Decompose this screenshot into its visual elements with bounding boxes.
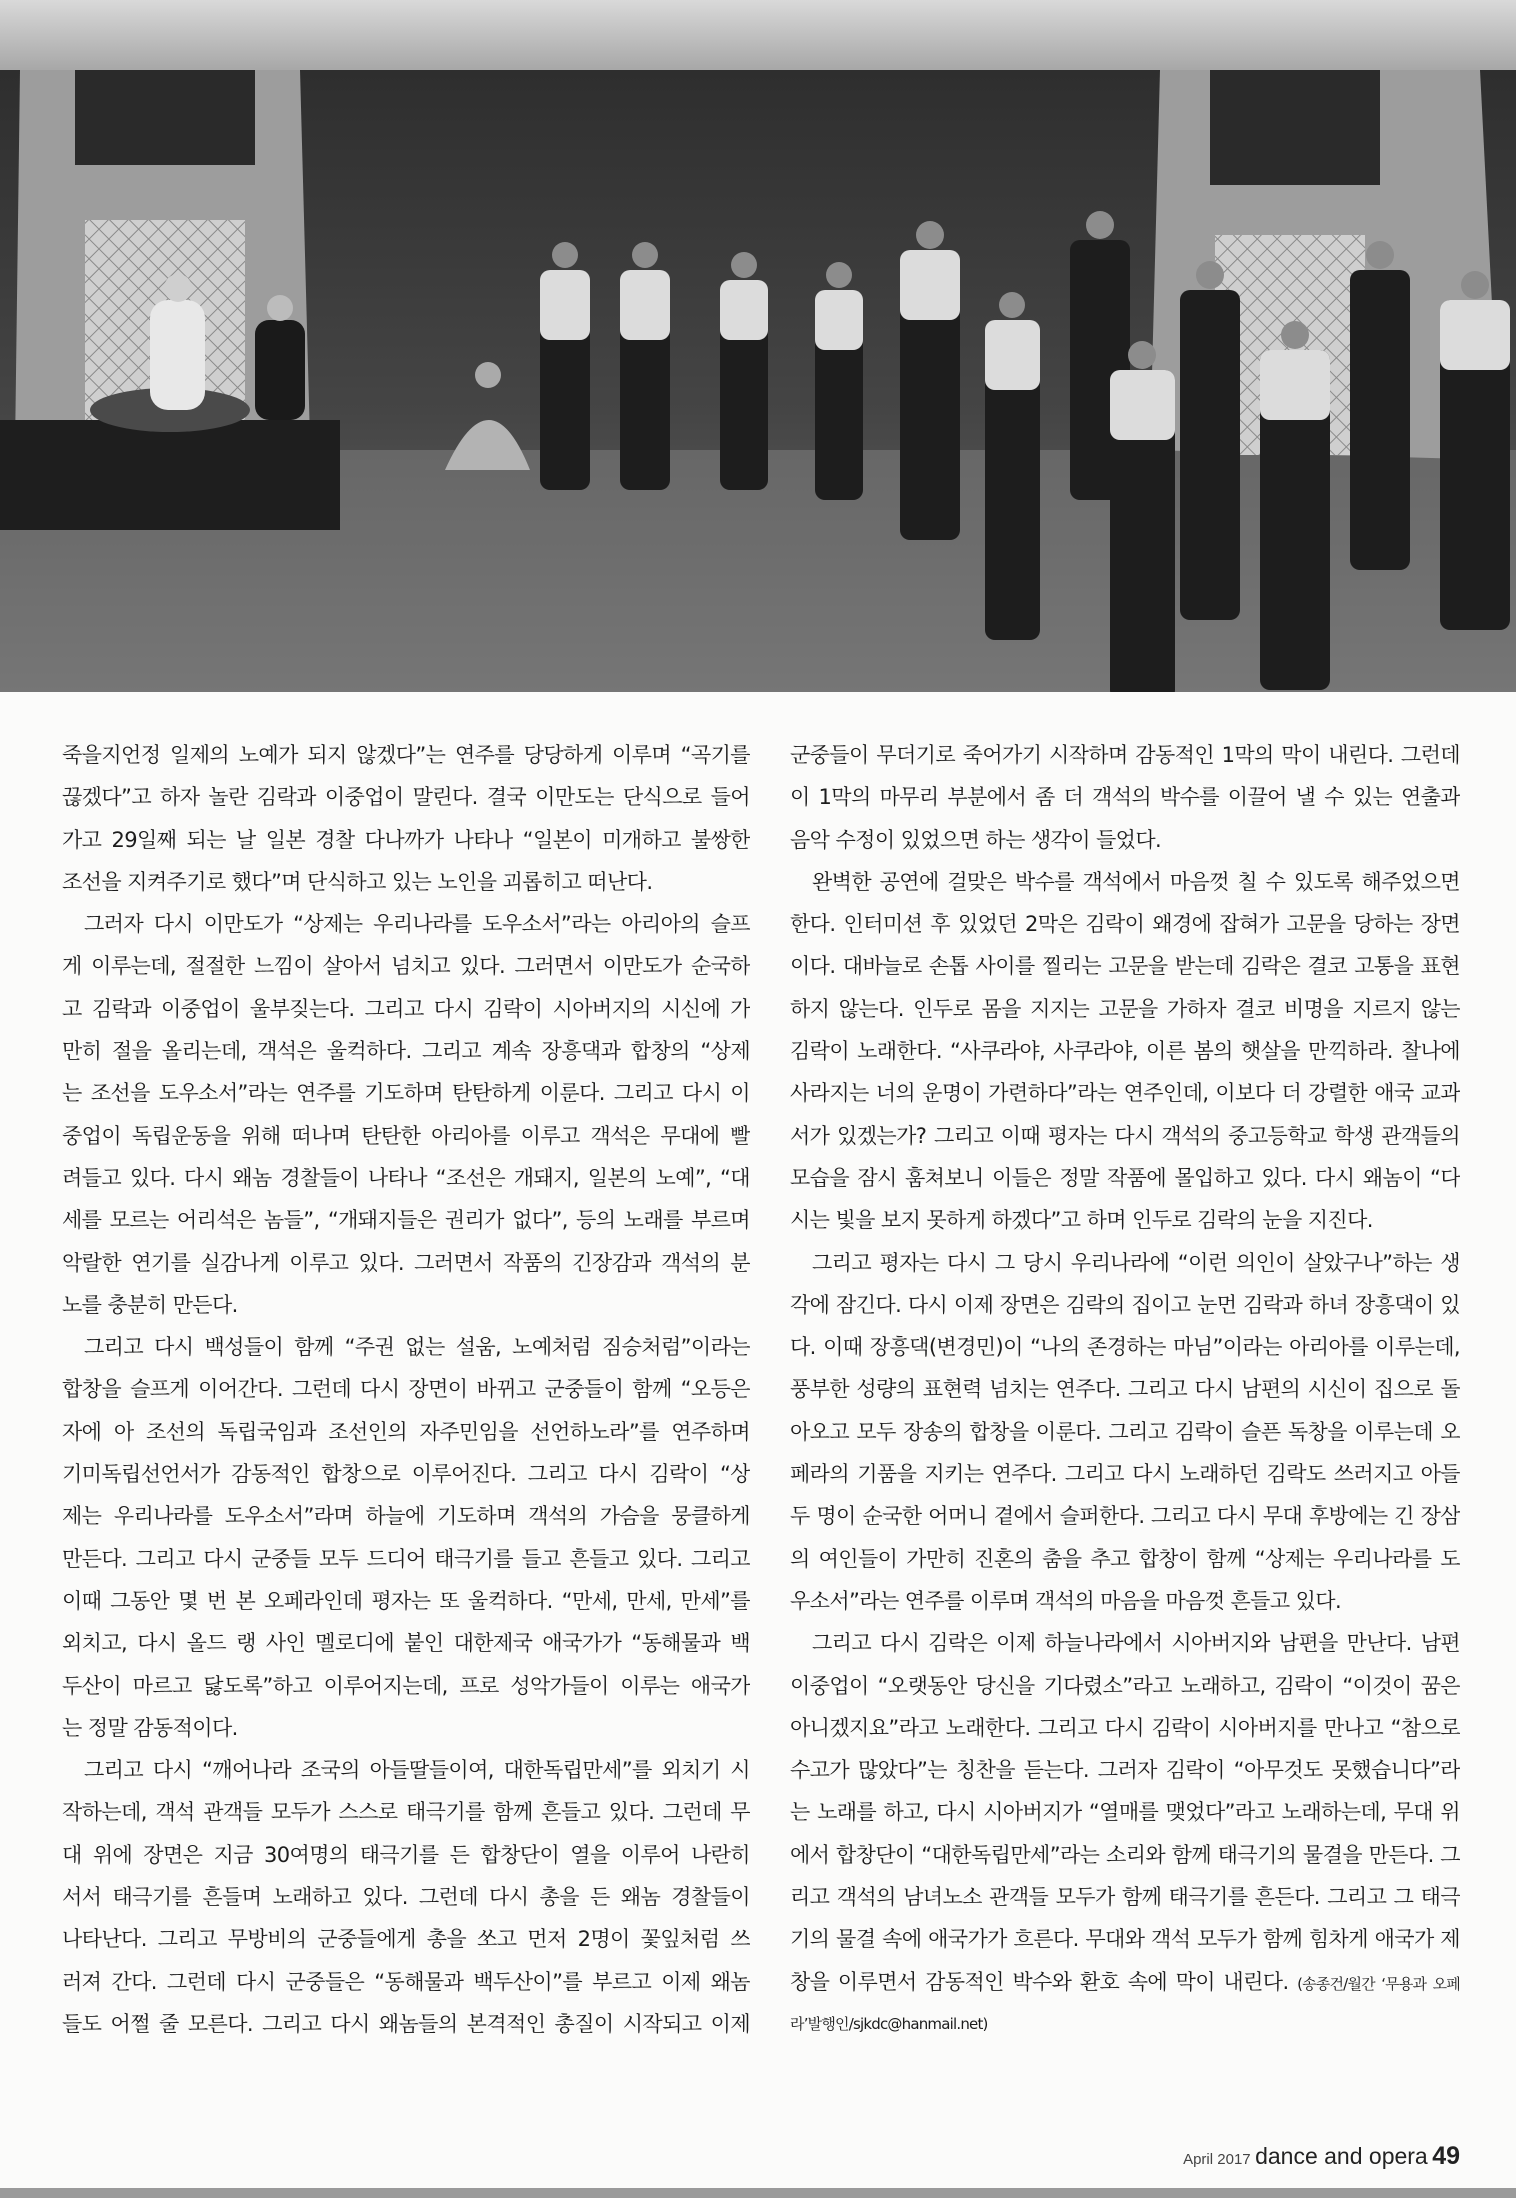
text-line-content: 합창을 슬프게 이어간다. 그런데 다시 장면이 바뀌고 군중들이 함께 “오등은: [62, 1377, 750, 1402]
text-line: [62, 1242, 750, 1284]
text-line-content: 창을 이루면서 감동적인 박수와 환호 속에 막이 내린다.: [790, 1969, 1289, 1994]
page-bottom-rule: [0, 2188, 1516, 2198]
text-line: [790, 1453, 1460, 1495]
text-line: [62, 1072, 750, 1114]
text-line-content: 김락이 노래한다. “사쿠라야, 사쿠라야, 이른 봄의 햇살을 만끽하라. 찰나에: [790, 1039, 1460, 1064]
text-line: [790, 1072, 1460, 1114]
text-line-content: 기미독립선언서가 감동적인 합창으로 이루어진다. 그리고 다시 김락이 “상: [62, 1462, 750, 1487]
paragraph: [790, 1242, 1460, 1623]
text-line: [790, 1580, 1460, 1622]
text-line: [62, 1749, 750, 1791]
text-line-content: 군중들이 무더기로 죽어가기 시작하며 감동적인 1막의 막이 내린다. 그런데: [790, 743, 1460, 767]
text-line-content: 작하는데, 객석 관객들 모두가 스스로 태극기를 함께 흔들고 있다. 그런데 무: [62, 1800, 750, 1825]
text-line-content: 게 이루는데, 절절한 느낌이 살아서 넘치고 있다. 그러면서 이만도가 순국하: [62, 954, 750, 979]
page-top-band: [0, 0, 1516, 72]
page-number: 49: [1432, 2142, 1460, 2170]
text-line: [790, 1368, 1460, 1410]
text-line-content: 그러자 다시 이만도가 “상제는 우리나라를 도우소서”라는 아리아의 슬프: [84, 912, 750, 937]
text-line: [62, 1876, 750, 1918]
issue-date: April 2017: [1183, 2151, 1251, 2168]
text-line: [790, 1326, 1460, 1368]
text-line-content: 모습을 잠시 훔쳐보니 이들은 정말 작품에 몰입하고 있다. 다시 왜놈이 “다: [790, 1165, 1460, 1190]
text-line: [790, 1622, 1460, 1664]
text-line: [790, 1665, 1460, 1707]
text-line: [790, 945, 1460, 987]
text-line: [62, 861, 750, 903]
paragraph: [62, 903, 750, 1326]
text-line-content: 두산이 마르고 닳도록”하고 이루어지는데, 프로 성악가들이 이루는 애국가: [62, 1673, 750, 1698]
text-line-content: 나타난다. 그리고 무방비의 군중들에게 총을 쏘고 먼저 2명이 꽃잎처럼 쓰: [62, 1927, 750, 1952]
text-line-content: 완벽한 공연에 걸맞은 박수를 객석에서 마음껏 칠 수 있도록 해주었으면: [812, 869, 1460, 894]
text-line: [790, 819, 1460, 861]
text-line-content: 리고 객석의 남녀노소 관객들 모두가 함께 태극기를 흔든다. 그리고 그 태극: [790, 1885, 1460, 1910]
text-line-content: 만든다. 그리고 다시 군중들 모두 드디어 태극기를 들고 흔들고 있다. 그리고: [62, 1546, 750, 1571]
paragraph: [790, 734, 1460, 861]
article-left-column: [62, 734, 750, 2045]
opera-stage-photo: [0, 70, 1516, 692]
text-line-content: 려들고 있다. 다시 왜놈 경찰들이 나타나 “조선은 개돼지, 일본의 노예”, “대: [62, 1165, 750, 1190]
text-line: [62, 1284, 750, 1326]
author-credit: (송종건/월간 ‘무용과 오페: [1297, 1974, 1460, 1993]
text-line-content: 의 여인들이 가만히 진혼의 춤을 추고 합창이 함께 “상제는 우리나라를 도: [790, 1546, 1460, 1571]
text-line-content: 그리고 다시 백성들이 함께 “주권 없는 설움, 노예처럼 짐승처럼”이라는: [84, 1335, 750, 1360]
text-line: [62, 1707, 750, 1749]
text-line-content: 는 노래를 하고, 다시 시아버지가 “열매를 맺었다”라고 노래하는데, 무대 위: [790, 1800, 1460, 1825]
text-line: [62, 734, 750, 776]
text-line-content: 다. 이때 장흥댁(변경민)이 “나의 존경하는 마님”이라는 아리아를 이루는데,: [790, 1335, 1460, 1360]
text-line-content: 조선을 지켜주기로 했다”며 단식하고 있는 노인을 괴롭히고 떠난다.: [62, 869, 653, 894]
text-line: [62, 903, 750, 945]
paragraph: [62, 734, 750, 903]
text-line-content: 서서 태극기를 흔들며 노래하고 있다. 그런데 다시 총을 든 왜놈 경찰들이: [62, 1885, 750, 1910]
text-line: [790, 1284, 1460, 1326]
text-line: [790, 1918, 1460, 1960]
text-line: [62, 1115, 750, 1157]
text-line: [790, 1495, 1460, 1537]
text-line-content: 러져 간다. 그런데 다시 군중들은 “동해물과 백두산이”를 부르고 이제 왜놈: [62, 1969, 750, 1994]
text-line-content: 만히 절을 올리는데, 객석은 울컥하다. 그리고 계속 장흥댁과 합창의 “상제: [62, 1039, 750, 1064]
page-footer: [1183, 2142, 1460, 2171]
text-line: [62, 1665, 750, 1707]
text-line: [790, 1411, 1460, 1453]
text-line: [62, 1368, 750, 1410]
text-line-content: 이때 그동안 몇 번 본 오페라인데 평자는 또 울컥하다. “만세, 만세, 만세”를: [62, 1588, 750, 1613]
text-line-content: 사라지는 너의 운명이 가련하다”라는 연주인데, 이보다 더 강렬한 애국 교과: [790, 1081, 1460, 1106]
text-line: [790, 1834, 1460, 1876]
text-line-content: 페라의 기품을 지키는 연주다. 그리고 다시 노래하던 김락도 쓰러지고 아들: [790, 1462, 1460, 1487]
text-line: [62, 1495, 750, 1537]
text-line-content: 외치고, 다시 올드 랭 사인 멜로디에 붙인 대한제국 애국가가 “동해물과 백: [62, 1631, 750, 1656]
text-line-content: 기의 물결 속에 애국가가 흐른다. 무대와 객석 모두가 함께 힘차게 애국가 제: [790, 1927, 1460, 1952]
text-line: [790, 1030, 1460, 1072]
text-line-content: 이 1막의 마무리 부분에서 좀 더 객석의 박수를 이끌어 낼 수 있는 연출과: [790, 785, 1460, 810]
text-line: [62, 819, 750, 861]
text-line-content: 악랄한 연기를 실감나게 이루고 있다. 그러면서 작품의 긴장감과 객석의 분: [62, 1250, 750, 1275]
text-line-content: 이중업이 “오랫동안 당신을 기다렸소”라고 노래하고, 김락이 “이것이 꿈은: [790, 1673, 1460, 1698]
text-line-content: 중업이 독립운동을 위해 떠나며 탄탄한 아리아를 이루고 객석은 무대에 빨: [62, 1123, 750, 1148]
text-line-content: 자에 아 조선의 독립국임과 조선인의 자주민임을 선언하노라”를 연주하며: [62, 1419, 750, 1444]
stage-scene-image: [0, 70, 1516, 692]
text-line: [62, 1199, 750, 1241]
text-line: [62, 1326, 750, 1368]
text-line-content: 에서 합창단이 “대한독립만세”라는 소리와 함께 태극기의 물결을 만든다. 그: [790, 1842, 1460, 1867]
text-line: [62, 988, 750, 1030]
text-line: [790, 734, 1460, 776]
text-line-content: 제는 우리나라를 도우소서”라며 하늘에 기도하며 객석의 가슴을 뭉클하게: [62, 1504, 750, 1529]
text-line-content: 하지 않는다. 인두로 몸을 지지는 고문을 가하자 결코 비명을 지르지 않는: [790, 996, 1460, 1021]
text-line-content: 한다. 인터미션 후 있었던 2막은 김락이 왜경에 잡혀가 고문을 당하는 장면: [790, 912, 1460, 937]
text-line: [62, 1453, 750, 1495]
text-line-content: 노를 충분히 만든다.: [62, 1292, 238, 1317]
text-line-content: 세를 모르는 어리석은 놈들”, “개돼지들은 권리가 없다”, 등의 노래를 부르며: [62, 1208, 750, 1233]
text-line: [62, 945, 750, 987]
text-line-content: 서가 있겠는가? 그리고 이때 평자는 다시 객석의 중고등학교 학생 관객들의: [790, 1123, 1460, 1148]
text-line: [790, 988, 1460, 1030]
text-line: [62, 1918, 750, 1960]
text-line-content: 가고 29일째 되는 날 일본 경찰 다나까가 나타나 “일본이 미개하고 불쌍한: [62, 827, 750, 852]
text-line: [790, 776, 1460, 818]
text-line: [62, 1538, 750, 1580]
paragraph: [790, 861, 1460, 1242]
text-line: [790, 1242, 1460, 1284]
paragraph: [790, 1622, 1460, 2003]
text-line: [790, 1961, 1460, 2003]
text-line-content: 들도 어쩔 줄 모른다. 그리고 다시 왜놈들의 본격적인 총질이 시작되고 이제: [62, 2011, 750, 2036]
text-line-content: 두 명이 순국한 어머니 곁에서 슬퍼한다. 그리고 다시 무대 후방에는 긴 장삼: [790, 1504, 1460, 1529]
paragraph: [62, 1326, 750, 1749]
text-line: [62, 1834, 750, 1876]
text-line: [62, 1411, 750, 1453]
text-line: [62, 1961, 750, 2003]
text-line-content: 죽을지언정 일제의 노예가 되지 않겠다”는 연주를 당당하게 이루며 “곡기를: [62, 743, 750, 767]
text-line: [62, 1030, 750, 1072]
text-line: [790, 861, 1460, 903]
text-line-content: 는 조선을 도우소서”라는 연주를 기도하며 탄탄하게 이룬다. 그리고 다시 이: [62, 1081, 750, 1106]
text-line-content: 우소서”라는 연주를 이루며 객석의 마음을 마음껏 흔들고 있다.: [790, 1588, 1342, 1613]
magazine-title: dance and opera: [1255, 2143, 1428, 2169]
text-line: [62, 1622, 750, 1664]
text-line: [790, 1707, 1460, 1749]
text-line-content: 이다. 대바늘로 손톱 사이를 찔리는 고문을 받는데 김락은 결코 고통을 표현: [790, 954, 1460, 979]
text-line-content: 고 김락과 이중업이 울부짖는다. 그리고 다시 김락이 시아버지의 시신에 가: [62, 996, 750, 1021]
text-line: [62, 1791, 750, 1833]
text-line-content: 대 위에 장면은 지금 30여명의 태극기를 든 합창단이 열을 이루어 나란히: [62, 1842, 750, 1867]
text-line: [790, 1157, 1460, 1199]
text-line: [62, 1157, 750, 1199]
text-line: [790, 903, 1460, 945]
author-credit-continued: 라’발행인/sjkdc@hanmail.net): [790, 2014, 988, 2033]
text-line: [62, 1580, 750, 1622]
text-line: [790, 1876, 1460, 1918]
text-line: [790, 1538, 1460, 1580]
text-line-content: 끊겠다”고 하자 놀란 김락과 이중업이 말린다. 결국 이만도는 단식으로 들어: [62, 785, 750, 810]
text-line-content: 그리고 다시 김락은 이제 하늘나라에서 시아버지와 남편을 만난다. 남편: [812, 1631, 1460, 1656]
text-line-content: 풍부한 성량의 표현력 넘치는 연주다. 그리고 다시 남편의 시신이 집으로 돌: [790, 1377, 1460, 1402]
article-right-column: [790, 734, 1460, 2045]
text-line: [62, 776, 750, 818]
text-line-content: 시는 빛을 보지 못하게 하겠다”고 하며 인두로 김락의 눈을 지진다.: [790, 1208, 1373, 1233]
text-line-content: 수고가 많았다”는 칭찬을 듣는다. 그러자 김락이 “아무것도 못했습니다”라: [790, 1758, 1460, 1783]
text-line: [790, 1749, 1460, 1791]
text-line: [790, 1115, 1460, 1157]
text-line-content: 는 정말 감동적이다.: [62, 1715, 238, 1740]
text-line: [790, 1791, 1460, 1833]
text-line-content: 그리고 평자는 다시 그 당시 우리나라에 “이런 의인이 살았구나”하는 생: [812, 1250, 1460, 1275]
text-line: [62, 2003, 750, 2045]
text-line-content: 아오고 모두 장송의 합창을 이룬다. 그리고 김락이 슬픈 독창을 이루는데 오: [790, 1419, 1460, 1444]
text-line-content: 음악 수정이 있었으면 하는 생각이 들었다.: [790, 827, 1162, 852]
paragraph: [62, 1749, 750, 2045]
text-line: [790, 1199, 1460, 1241]
text-line-content: 각에 잠긴다. 다시 이제 장면은 김락의 집이고 눈먼 김락과 하녀 장흥댁이 있: [790, 1292, 1460, 1317]
text-line-content: 그리고 다시 “깨어나라 조국의 아들딸들이여, 대한독립만세”를 외치기 시: [84, 1758, 750, 1783]
text-line-content: 아니겠지요”라고 노래한다. 그리고 다시 김락이 시아버지를 만나고 “참으로: [790, 1715, 1460, 1740]
